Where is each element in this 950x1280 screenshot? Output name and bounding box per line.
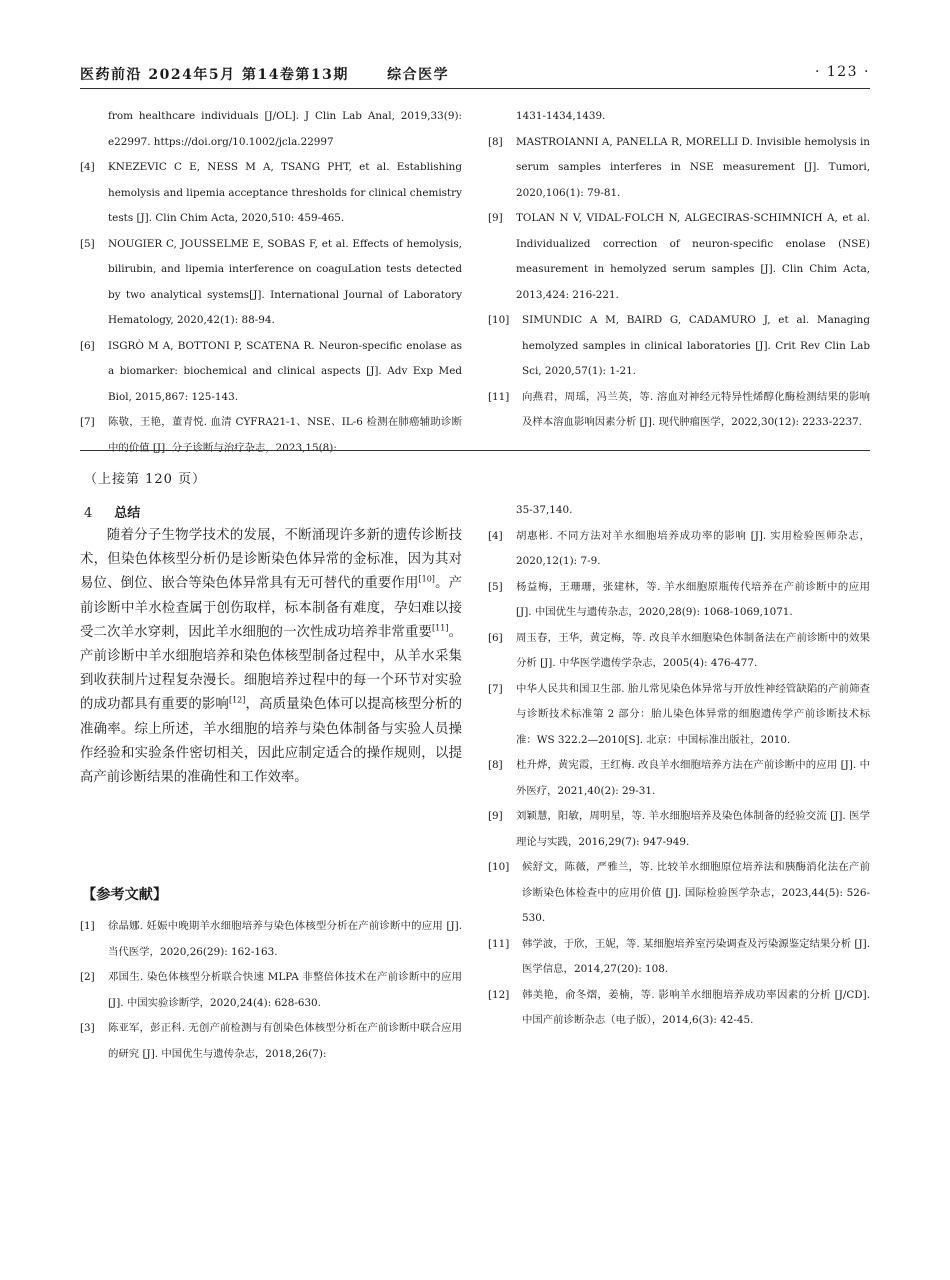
reference-item: [4] 胡惠彬. 不同方法对羊水细胞培养成功率的影响 [J]. 实用检验医师杂志，2020,12(1): 7-9. xyxy=(488,529,870,567)
reference-item: [10] 候舒文，陈薇，严雅兰，等. 比较羊水细胞原位培养法和胰酶消化法在产前诊断染色体检查中的应用价值 [J]. 国际检验医学杂志，2023,44(5): 526-530. xyxy=(488,861,870,924)
citation: [12] xyxy=(228,695,246,705)
reference-item: [11] 向燕君，周瑶，冯兰英，等. 溶血对神经元特异性烯醇化酶检测结果的影响及样本溶血影响因素分析 [J]. 现代肿瘤医学，2022,30(12): 2233-2237. xyxy=(488,390,870,428)
section-title: 总结 xyxy=(114,506,141,521)
page-number: · 123 · xyxy=(814,64,870,80)
references-heading: 【参考文献】 xyxy=(82,887,168,903)
reference-item: 35-37,140. xyxy=(516,504,573,516)
citation: [10] xyxy=(418,574,435,584)
journal-info: 医药前沿 2024年5月 第14卷第13期 综合医学 xyxy=(80,67,450,83)
reference-item: [5] 杨益梅，王珊珊，张建林，等. 羊水细胞原瓶传代培养在产前诊断中的应用 [J]. 中国优生与遗传杂志，2020,28(9): 1068-1069,1071. xyxy=(488,580,870,618)
section-heading xyxy=(84,502,140,521)
reference-item: [7] 中华人民共和国卫生部. 胎儿常见染色体异常与开放性神经管缺陷的产前筛查与诊断技术标准第 2 部分：胎儿染色体异常的细胞遗传学产前诊断技术标准：WS 322.2—2010[S]. 北京：中国标准出版社，2010. xyxy=(488,682,870,746)
reference-item: 1431-1434,1439. xyxy=(516,110,606,122)
section-divider xyxy=(80,450,870,451)
reference-item: [8] 杜升烨，黄宪霞，王红梅. 改良羊水细胞培养方法在产前诊断中的应用 [J]. 中外医疗，2021,40(2): 29-31. xyxy=(488,759,870,797)
reference-item: [9] TOLAN N V, VIDAL-FOLCH N, ALGECIRAS-SCHIMNICH A, et al. Individualized correction of neuron-specific enolase (NSE) measurement in hemolyzed serum samples [J]. Clin Chim Acta, 2013,424: 216-221. xyxy=(488,212,870,301)
bottom-left-references xyxy=(80,914,462,1067)
reference-item: [4] KNEZEVIC C E, NESS M A, TSANG PHT, et al. Establishing hemolysis and lipemia acceptance thresholds for clinical chemistry tests [J]. Clin Chim Acta, 2020,510: 459-465. xyxy=(80,161,462,224)
reference-item: [7] 陈敬，王艳，董青悦. 血清 CYFRA21-1、NSE、IL-6 检测在肺癌辅助诊断中的价值 [J]. 分子诊断与治疗杂志，2023,15(8): xyxy=(80,416,462,454)
top-left-references xyxy=(80,104,462,461)
section-number: 4 xyxy=(84,506,93,521)
top-right-references xyxy=(488,104,870,436)
conclusion-paragraph: 随着分子生物学技术的发展，不断涌现许多新的遗传诊断技术，但染色体核型分析仍是诊断染色体异常的金标准，因为其对易位、倒位、嵌合等染色体异常具有无可替代的重要作用[10]。产前诊断中羊水检查属于创伤取样，标本制备有难度，孕妇难以接受二次羊水穿刺，因此羊水细胞的一次性成功培养非常重要[11]。产前诊断中羊水细胞培养和染色体核型制备过程中，从羊水采集到收获制片过程复杂漫长。细胞培养过程中的每一个环节对实验的成功都具有重要的影响[12]，高质量染色体可以提高核型分析的准确率。综上所述，羊水细胞的培养与染色体制备与实验人员操作经验和实验条件密切相关，因此应制定适合的操作规则，以提高产前诊断结果的准确性和工作效率。 xyxy=(80,528,463,786)
bottom-right-references xyxy=(488,498,870,1034)
reference-item: [3] 陈亚军，彭正科. 无创产前检测与有创染色体核型分析在产前诊断中联合应用的研究 [J]. 中国优生与遗传杂志，2018,26(7): xyxy=(80,1022,462,1060)
reference-item: [11] 韩学波，于欣，王妮，等. 某细胞培养室污染调查及污染源鉴定结果分析 [J]. 医学信息，2014,27(20): 108. xyxy=(488,937,870,975)
reference-item: [8] MASTROIANNI A, PANELLA R, MORELLI D. Invisible hemolysis in serum samples interferes in NSE measurement [J]. Tumori, 2020,106(1): 79-81. xyxy=(488,135,870,199)
continuation-note: （上接第 120 页） xyxy=(84,472,207,487)
running-header xyxy=(80,62,870,89)
reference-item: [6] ISGRÒ M A, BOTTONI P, SCATENA R. Neuron-specific enolase as a biomarker: biochemical and clinical aspects [J]. Adv Exp Med Biol, 2015,867: 125-143. xyxy=(80,339,462,403)
reference-item: [6] 周玉春，王华，黄定梅，等. 改良羊水细胞染色体制备法在产前诊断中的效果分析 [J]. 中华医学遗传学杂志，2005(4): 476-477. xyxy=(488,631,870,669)
reference-item: [12] 韩美艳，俞冬熠，姜楠，等. 影响羊水细胞培养成功率因素的分析 [J/CD]. 中国产前诊断杂志（电子版），2014,6(3): 42-45. xyxy=(488,988,870,1026)
reference-item: [2] 邓国生. 染色体核型分析联合快速 MLPA 非整倍体技术在产前诊断中的应用 [J]. 中国实验诊断学，2020,24(4): 628-630. xyxy=(80,971,462,1009)
reference-item: [5] NOUGIER C, JOUSSELME E, SOBAS F, et al. Effects of hemolysis, bilirubin, and lipemia interference on coaguLation tests detected by two analytical systems[J]. International Journal of Laboratory Hematology, 2020,42(1): 88-94. xyxy=(80,237,462,326)
reference-item: [10] SIMUNDIC A M, BAIRD G, CADAMURO J, et al. Managing hemolyzed samples in clinical laboratories [J]. Crit Rev Clin Lab Sci, 2020,57(1): 1-21. xyxy=(488,314,870,377)
reference-item: from healthcare individuals [J/OL]. J Clin Lab Anal, 2019,33(9): e22997. https://doi.org/10.1002/jcla.22997 xyxy=(108,110,462,148)
reference-item: [1] 徐晶娜. 妊娠中晚期羊水细胞培养与染色体核型分析在产前诊断中的应用 [J]. 当代医学，2020,26(29): 162-163. xyxy=(80,920,462,958)
reference-item: [9] 刘颖慧，阳敏，周明星，等. 羊水细胞培养及染色体制备的经验交流 [J]. 医学理论与实践，2016,29(7): 947-949. xyxy=(488,810,870,848)
citation: [11] xyxy=(432,623,449,633)
